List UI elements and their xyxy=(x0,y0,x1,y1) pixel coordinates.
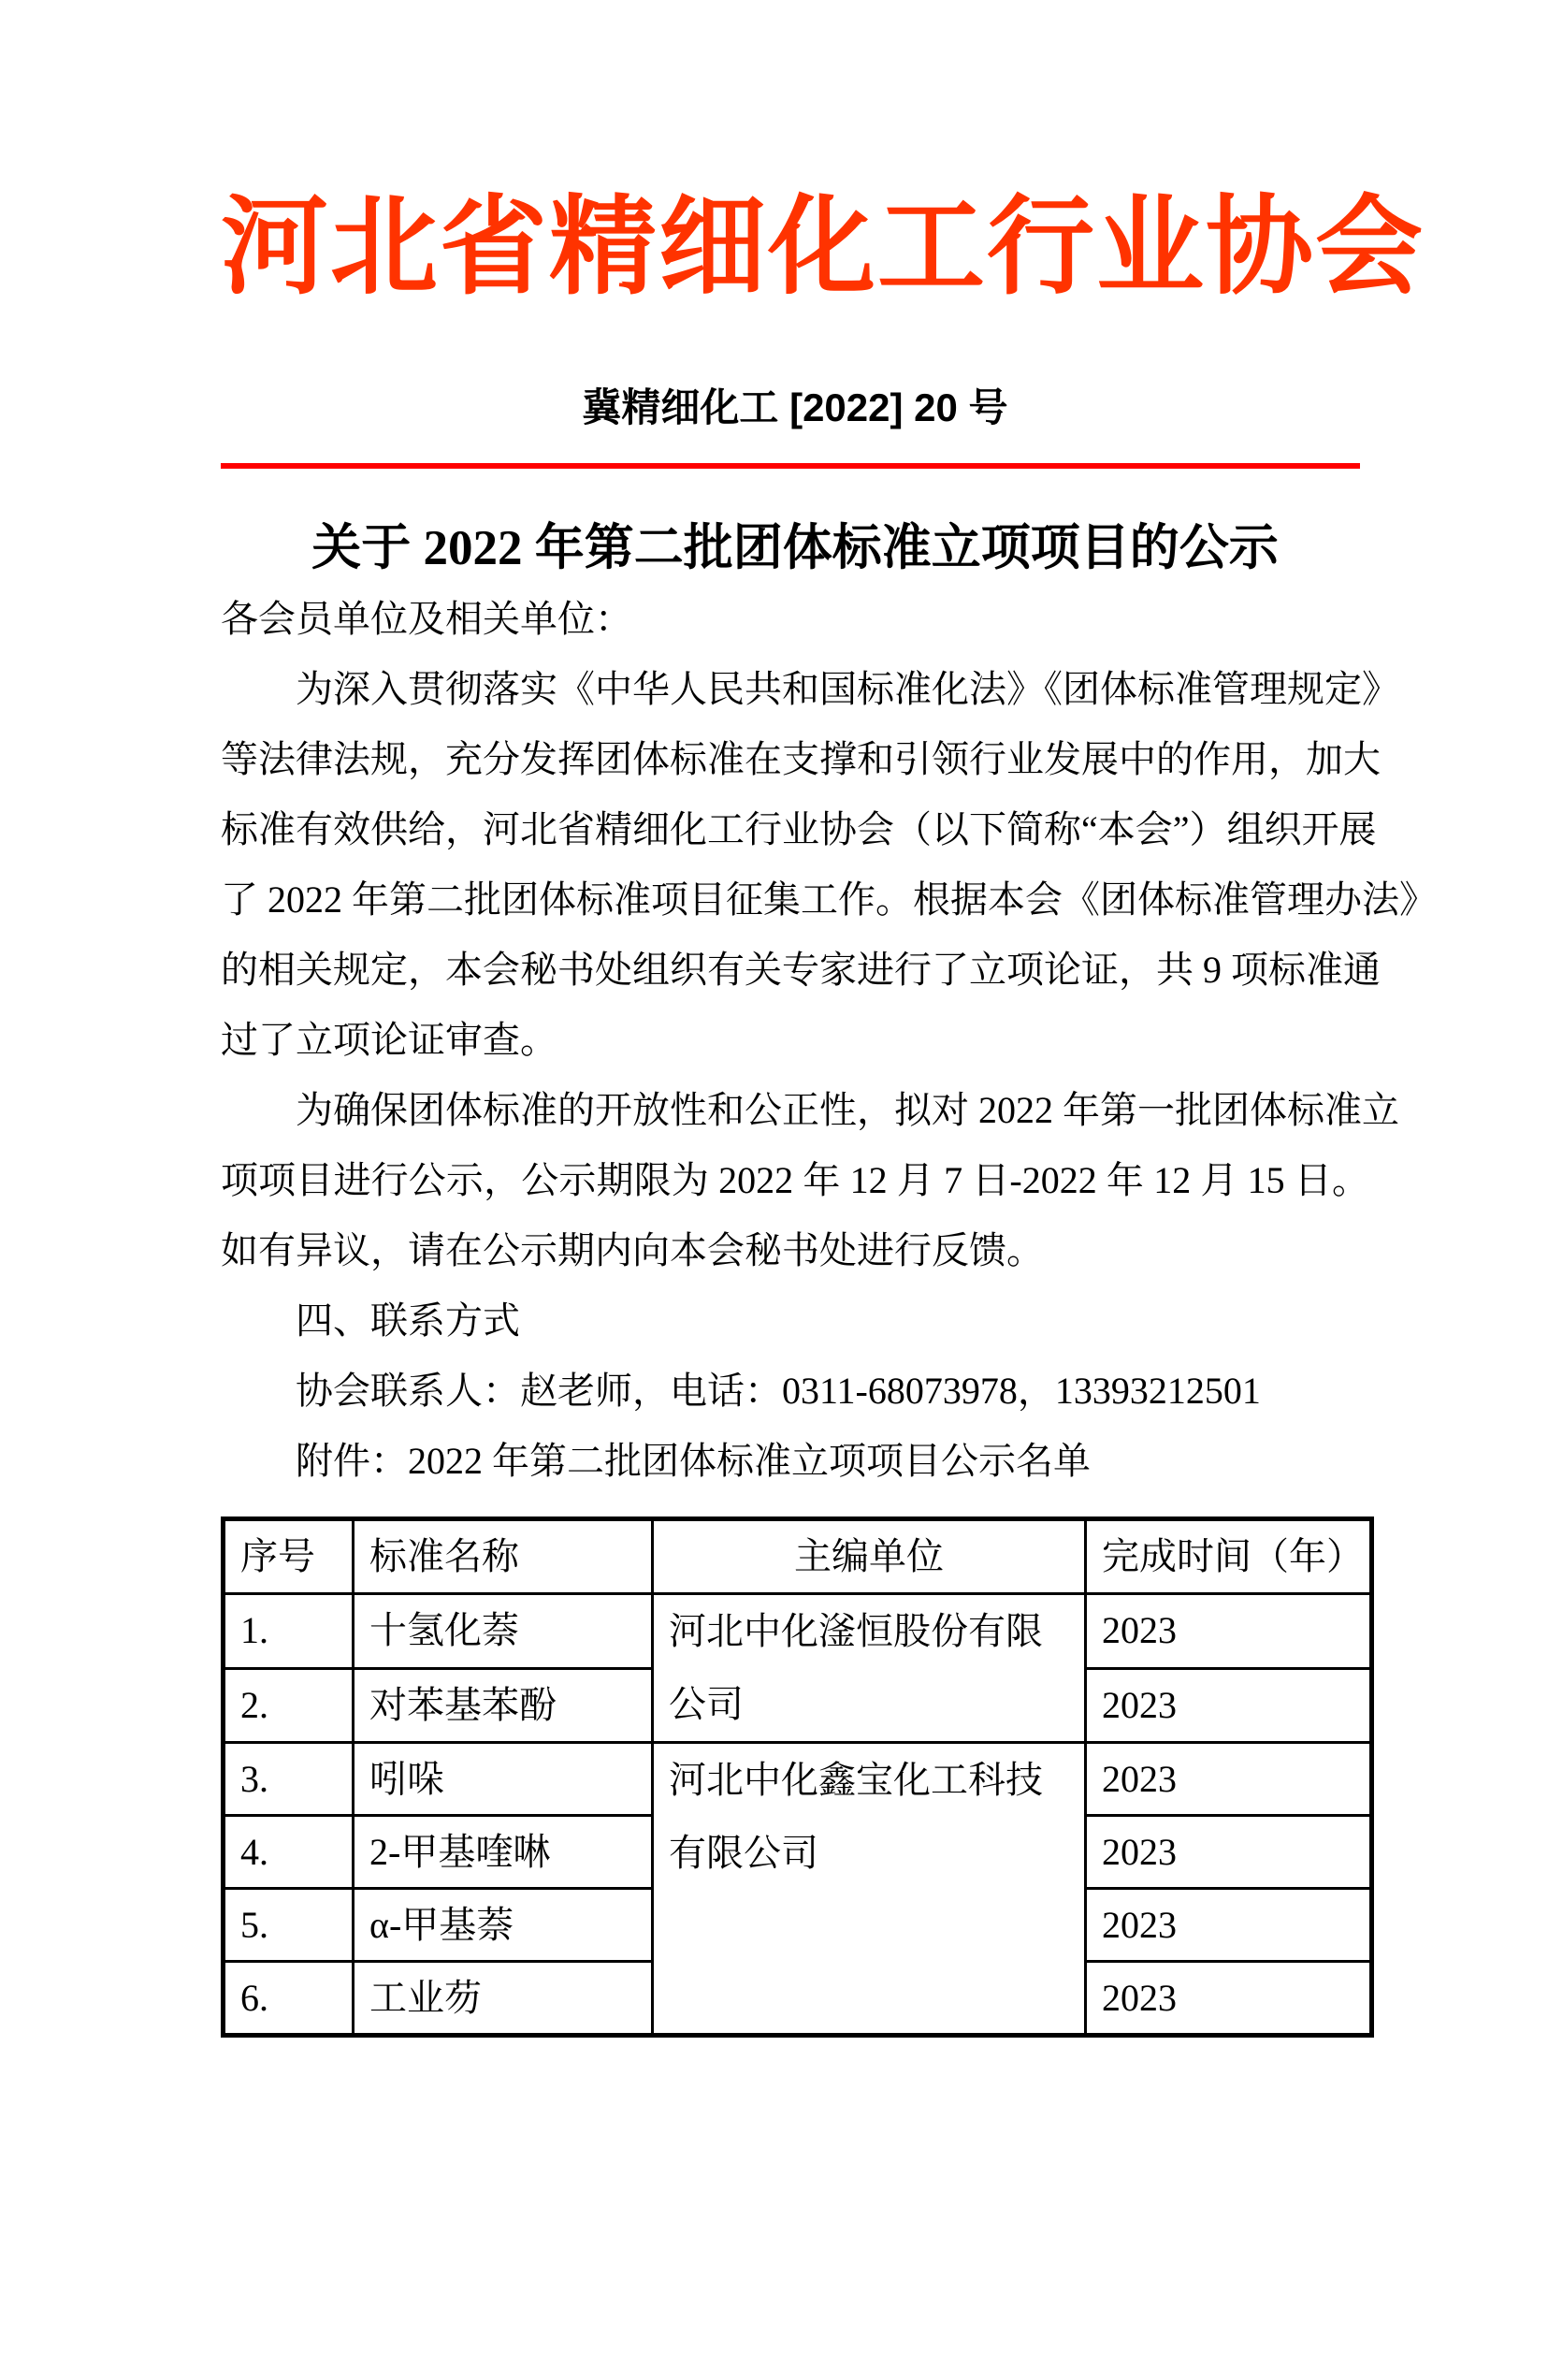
projects-table xyxy=(221,1517,1374,2038)
body-line: 的相关规定，本会秘书处组织有关专家进行了立项论证，共 9 项标准通 xyxy=(221,949,1381,991)
section-heading-contact: 四、联系方式 xyxy=(296,1299,520,1342)
table-header-org: 主编单位 xyxy=(653,1519,1086,1594)
org-unit-cell xyxy=(653,1743,1086,2036)
page-root xyxy=(0,187,1548,2380)
org-unit-line: 河北中化滏恒股份有限 xyxy=(669,1610,1043,1652)
body-paragraphs xyxy=(221,584,1437,1496)
doc-number: 冀精细化工 [2022] 20 号 xyxy=(582,385,1008,429)
row-number-cell: 4. xyxy=(224,1816,354,1889)
red-divider xyxy=(221,463,1360,469)
document-title: 关于 2022 年第二批团体标准立项项目的公示 xyxy=(311,521,1279,575)
org-unit-line: 公司 xyxy=(669,1683,744,1725)
row-number-cell: 6. xyxy=(224,1962,354,2036)
table-row xyxy=(224,1743,1372,1816)
body-line: 为深入贯彻落实《中华人民共和国标准化法》《团体标准管理规定》 xyxy=(296,668,1399,710)
body-line: 标准有效供给，河北省精细化工行业协会（以下简称“本会”）组织开展 xyxy=(221,808,1377,850)
org-name-banner: 河北省精细化工行业协会 xyxy=(221,187,1425,307)
attachment-line: 附件：2022 年第二批团体标准立项项目公示名单 xyxy=(296,1440,1091,1482)
table-header-no: 序号 xyxy=(224,1519,354,1594)
body-line: 如有异议，请在公示期内向本会秘书处进行反馈。 xyxy=(221,1229,1044,1271)
org-unit-cell xyxy=(653,1594,1086,1743)
body-line: 了 2022 年第二批团体标准项目征集工作。根据本会《团体标准管理办法》 xyxy=(221,878,1437,921)
row-number-cell: 3. xyxy=(224,1743,354,1816)
standard-name-cell: 工业芴 xyxy=(354,1962,653,2036)
standard-name-cell: 2-甲基喹啉 xyxy=(354,1816,653,1889)
completion-year-cell: 2023 xyxy=(1086,1962,1372,2036)
table-row xyxy=(224,1594,1372,1669)
salutation: 各会员单位及相关单位： xyxy=(221,598,632,640)
standard-name-cell: 十氢化萘 xyxy=(354,1594,653,1669)
body-line: 项项目进行公示，公示期限为 2022 年 12 月 7 日-2022 年 12 月 15 日。 xyxy=(221,1159,1369,1201)
row-number-cell: 5. xyxy=(224,1889,354,1962)
row-number-cell: 1. xyxy=(224,1594,354,1669)
completion-year-cell: 2023 xyxy=(1086,1668,1372,1743)
completion-year-cell: 2023 xyxy=(1086,1889,1372,1962)
table-header-year: 完成时间（年） xyxy=(1086,1519,1372,1594)
document-column xyxy=(221,187,1437,2038)
body-line: 过了立项论证审查。 xyxy=(221,1019,557,1061)
body-line: 等法律法规，充分发挥团体标准在支撑和引领行业发展中的作用，加大 xyxy=(221,738,1381,780)
row-number-cell: 2. xyxy=(224,1668,354,1743)
org-unit-line: 有限公司 xyxy=(669,1832,818,1874)
contact-line: 协会联系人：赵老师，电话：0311-68073978，13393212501 xyxy=(296,1370,1261,1412)
org-unit-line: 河北中化鑫宝化工科技 xyxy=(669,1759,1043,1801)
completion-year-cell: 2023 xyxy=(1086,1594,1372,1669)
standard-name-cell: α-甲基萘 xyxy=(354,1889,653,1962)
completion-year-cell: 2023 xyxy=(1086,1816,1372,1889)
table-header-name: 标准名称 xyxy=(354,1519,653,1594)
body-line: 为确保团体标准的开放性和公正性，拟对 2022 年第一批团体标准立 xyxy=(296,1089,1399,1131)
table-header-row xyxy=(224,1519,1372,1594)
completion-year-cell: 2023 xyxy=(1086,1743,1372,1816)
standard-name-cell: 吲哚 xyxy=(354,1743,653,1816)
standard-name-cell: 对苯基苯酚 xyxy=(354,1668,653,1743)
